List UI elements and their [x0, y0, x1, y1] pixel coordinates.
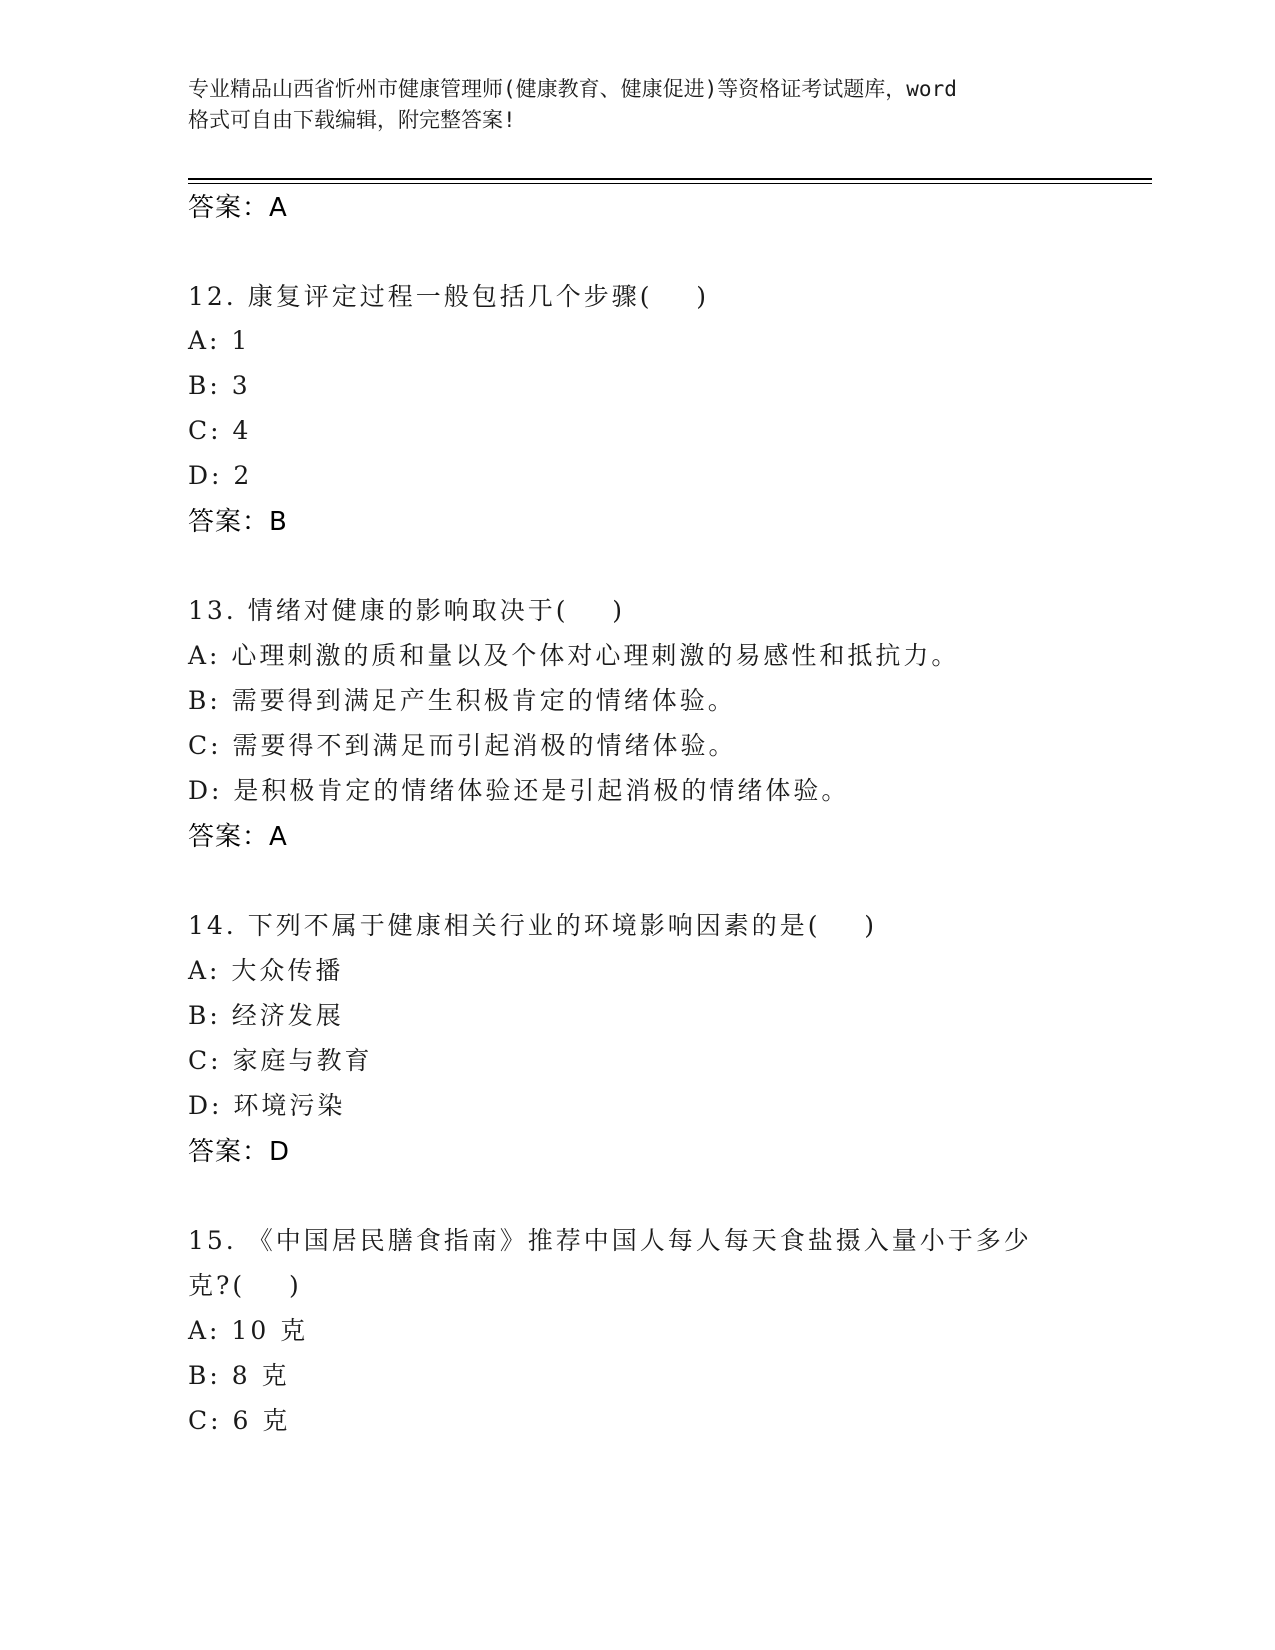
header-divider-thick — [188, 178, 1152, 180]
option-14-d: D: 环境污染 — [188, 1091, 346, 1120]
option-15-a: A: 10 克 — [188, 1316, 309, 1345]
header-line-2: 格式可自由下载编辑，附完整答案! — [188, 108, 516, 132]
question-13: 13. 情绪对健康的影响取决于( ) — [188, 596, 626, 625]
option-12-a: A: 1 — [188, 326, 251, 355]
option-12-d: D: 2 — [188, 461, 253, 490]
answer-12: 答案：B — [188, 507, 288, 537]
answer-11: 答案：A — [188, 193, 288, 223]
question-15-line-1: 15. 《中国居民膳食指南》推荐中国人每人每天食盐摄入量小于多少 — [188, 1226, 1032, 1255]
header-line-1: 专业精品山西省忻州市健康管理师(健康教育、健康促进)等资格证考试题库，word — [188, 77, 957, 101]
option-13-c: C: 需要得不到满足而引起消极的情绪体验。 — [188, 731, 737, 760]
document-header — [188, 74, 1088, 136]
option-13-a: A: 心理刺激的质和量以及个体对心理刺激的易感性和抵抗力。 — [188, 641, 960, 670]
question-15-line-2: 克?( ) — [188, 1271, 302, 1300]
option-15-c: C: 6 克 — [188, 1406, 291, 1435]
answer-13: 答案：A — [188, 822, 288, 852]
option-12-b: B: 3 — [188, 371, 251, 400]
question-14: 14. 下列不属于健康相关行业的环境影响因素的是( ) — [188, 911, 878, 940]
option-14-b: B: 经济发展 — [188, 1001, 344, 1030]
option-13-b: B: 需要得到满足产生积极肯定的情绪体验。 — [188, 686, 736, 715]
option-14-c: C: 家庭与教育 — [188, 1046, 373, 1075]
answer-14: 答案：D — [188, 1137, 291, 1167]
option-14-a: A: 大众传播 — [188, 956, 344, 985]
option-12-c: C: 4 — [188, 416, 252, 445]
question-12: 12. 康复评定过程一般包括几个步骤( ) — [188, 282, 710, 311]
header-divider-thin — [188, 183, 1152, 184]
option-13-d: D: 是积极肯定的情绪体验还是引起消极的情绪体验。 — [188, 776, 850, 805]
option-15-b: B: 8 克 — [188, 1361, 290, 1390]
